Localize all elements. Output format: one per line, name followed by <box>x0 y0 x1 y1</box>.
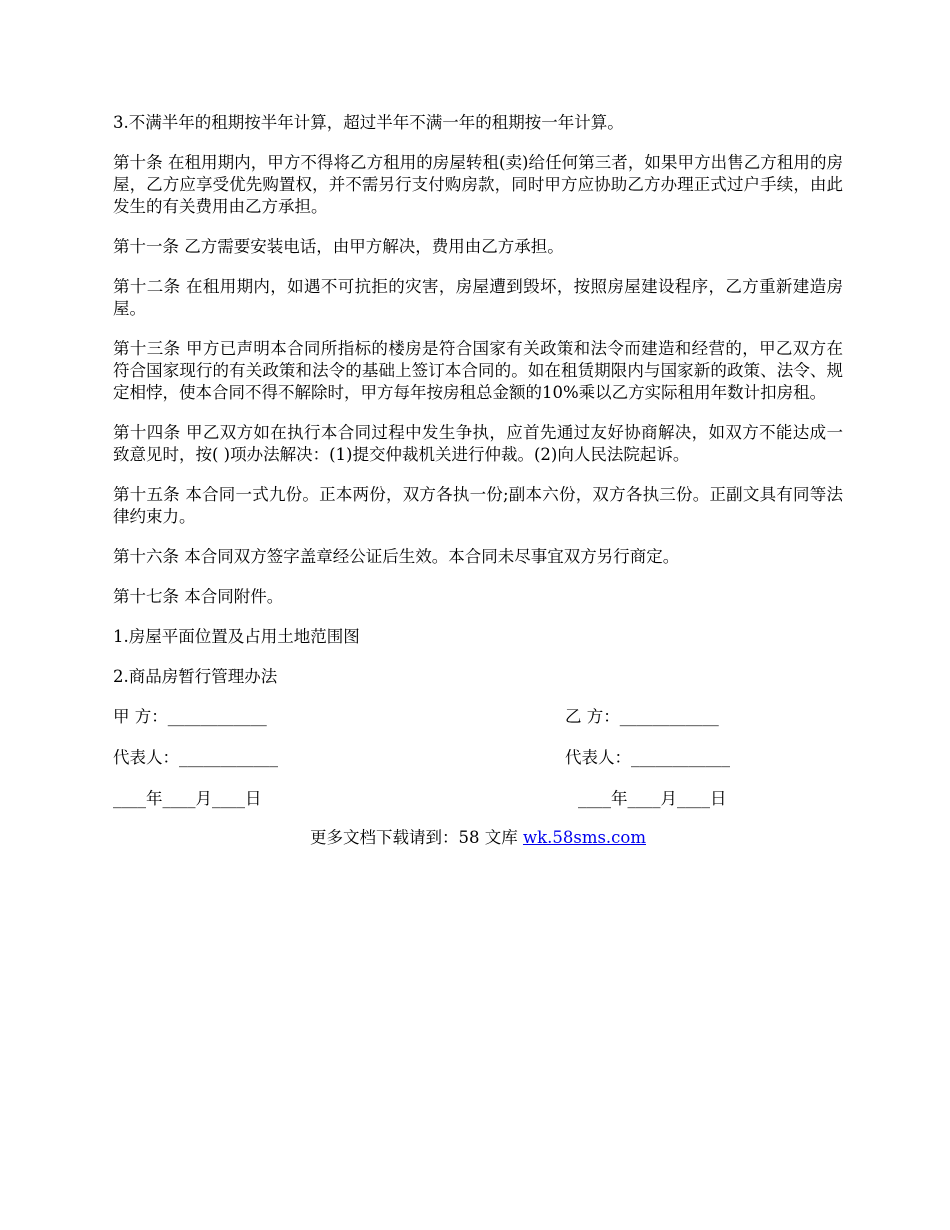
paragraph-clause-3-note: 3.不满半年的租期按半年计算，超过半年不满一年的租期按一年计算。 <box>113 113 624 132</box>
date-b: ____年____月____日 <box>578 789 727 808</box>
document-page <box>113 112 843 849</box>
signature-date-row <box>113 788 843 810</box>
party-a-signature: 甲 方：____________ <box>113 707 267 726</box>
paragraph-article-12: 第十二条 在租用期内，如遇不可抗拒的灾害，房屋遭到毁坏，按照房屋建设程序，乙方重新建造房屋。 <box>113 277 843 318</box>
representative-a: 代表人：____________ <box>113 748 278 767</box>
paragraph-article-10: 第十条 在租用期内，甲方不得将乙方租用的房屋转租(卖)给任何第三者，如果甲方出售乙方租用的房屋，乙方应享受优先购置权，并不需另行支付购房款，同时甲方应协助乙方办理正式过户手续，由此发生的有关费用由乙方承担。 <box>113 153 843 216</box>
footer-link[interactable]: wk.58sms.com <box>522 828 646 847</box>
paragraph-article-14: 第十四条 甲乙双方如在执行本合同过程中发生争执，应首先通过友好协商解决，如双方不能达成一致意见时，按( )项办法解决：(1)提交仲裁机关进行仲裁。(2)向人民法院起诉。 <box>113 423 843 464</box>
date-a: ____年____月____日 <box>113 789 262 808</box>
signature-representative-row <box>113 747 843 769</box>
paragraph-article-16: 第十六条 本合同双方签字盖章经公证后生效。本合同未尽事宜双方另行商定。 <box>113 547 680 566</box>
footer-download-note <box>113 827 843 849</box>
signature-party-row <box>113 706 843 728</box>
paragraph-article-15: 第十五条 本合同一式九份。正本两份，双方各执一份;副本六份，双方各执三份。正副文具有同等法律约束力。 <box>113 485 843 526</box>
footer-text: 更多文档下载请到：58 文库 <box>309 828 523 847</box>
paragraph-article-13: 第十三条 甲方已声明本合同所指标的楼房是符合国家有关政策和法令而建造和经营的，甲乙双方在符合国家现行的有关政策和法令的基础上签订本合同的。如在租赁期限内与国家新的政策、法令、规定相悖，使本合同不得不解除时，甲方每年按房租总金额的10%乘以乙方实际租用年数计扣房租。 <box>113 339 843 402</box>
representative-b: 代表人：____________ <box>565 748 730 767</box>
paragraph-article-11: 第十一条 乙方需要安装电话，由甲方解决，费用由乙方承担。 <box>113 237 564 256</box>
paragraph-attachment-1: 1.房屋平面位置及占用土地范围图 <box>113 627 360 646</box>
paragraph-attachment-2: 2.商品房暂行管理办法 <box>113 667 278 686</box>
paragraph-article-17: 第十七条 本合同附件。 <box>113 587 284 606</box>
party-b-signature: 乙 方：____________ <box>565 707 719 726</box>
